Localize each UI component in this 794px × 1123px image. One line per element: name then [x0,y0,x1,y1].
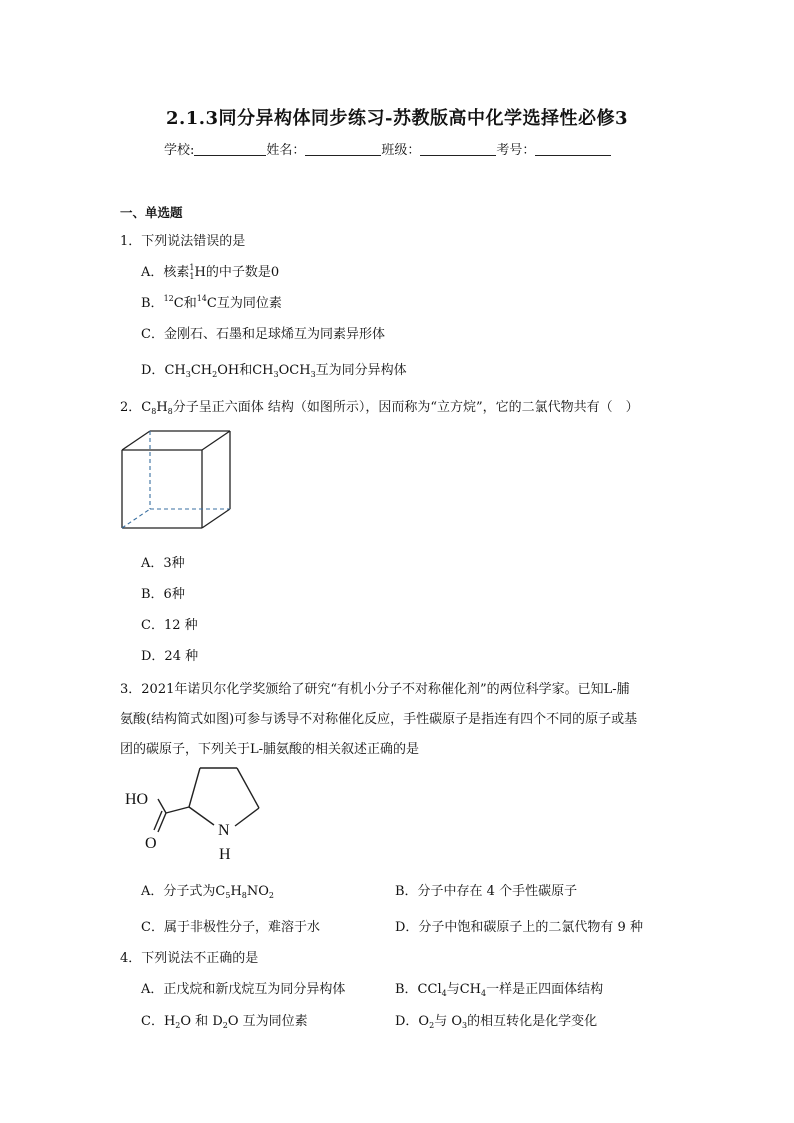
ether-part: OCH [278,363,311,378]
hydroxyl-label: HO [125,791,149,808]
q4-option-b [395,978,603,998]
q4-c-prefix: C．H [141,1014,176,1029]
subscript: 8 [151,407,157,416]
q1-stem: 1．下列说法错误的是 [120,234,246,249]
subscript: 2 [222,1021,228,1030]
exam-no-blank [535,142,611,156]
cube-edge [202,431,230,450]
q4-b-prefix: B．CCl [395,982,442,997]
q3-option-d: D．分子中饱和碳原子上的二氯代物有 9 种 [395,920,643,935]
exam-no-label: 考号： [496,143,536,158]
subscript: 3 [273,370,279,379]
q4-d-middle: 与 O [434,1014,462,1029]
q3-option-b: B．分子中存在 4 个手性碳原子 [395,884,578,899]
q1-a-suffix: 的中子数是0 [205,265,280,280]
subscript: 5 [225,891,231,900]
q2-stem [120,396,639,416]
c-c-bond [166,807,189,813]
q2-prefix: 2．C [120,400,152,415]
oxygen-label: O [145,835,157,852]
q1-option-a [141,261,279,281]
ether-part: CH [252,363,274,378]
mass-number: 1 [189,263,195,272]
section-heading: 一、单选题 [120,205,183,220]
q1-option-b [141,292,282,311]
element-symbol: H [194,265,206,280]
c-oh-bond [158,799,166,813]
q2-option-c: C．12 种 [141,618,198,633]
q4-b-suffix: 一样是正四面体结构 [486,982,604,997]
hydrogen-symbol: H [156,400,168,415]
q4-option-d [395,1010,597,1030]
q1-a-prefix: A．核素 [141,265,190,280]
conjunction: 和 [239,363,253,378]
student-info-line [164,139,611,158]
q3-option-c: C．属于非极性分子，难溶于水 [141,920,320,935]
formula-part: C [215,884,226,899]
q4-option-c [141,1010,308,1030]
ring-bond [237,768,259,808]
class-label: 班级： [381,143,421,158]
subscript: 4 [481,989,487,998]
page-title: 2.1.3同分异构体同步练习-苏教版高中化学选择性必修3 [165,108,629,129]
cube-edge [202,509,230,528]
subscript: 2 [268,891,275,900]
q4-d-suffix: 的相互转化是化学变化 [467,1014,598,1029]
q4-option-a: A．正戊烷和新戊烷互为同分异构体 [141,982,346,997]
q4-c-suffix: O 互为同位素 [227,1014,308,1029]
mass-number-12: 12 [163,294,174,303]
subscript: 2 [429,1021,435,1030]
q1-option-c: C．金刚石、石墨和足球烯互为同素异形体 [141,327,385,342]
name-blank [305,142,381,156]
q1-d-prefix: D． [141,363,165,378]
q2-option-a: A．3种 [141,556,185,571]
ring-bond [189,768,200,807]
school-label: 学校: [164,143,195,158]
q2-option-b: B．6种 [141,587,185,602]
cubane-cube-figure [118,428,234,534]
atomic-number: 1 [189,272,195,281]
q1-option-d [141,359,407,379]
subscript: 3 [310,370,316,379]
nitrogen-label: N [218,822,230,839]
subscript: 4 [441,989,447,998]
q1-b-prefix: B． [141,296,164,311]
q2-stem-text: 分子呈正六面体 结构（如图所示），因而称为“立方烷”，它的二氯代物共有（ ） [172,400,639,415]
carbon-12-text: C和 [173,296,197,311]
subscript: 2 [175,1021,181,1030]
q4-b-middle: 与CH [446,982,481,997]
q3-option-a [141,880,274,900]
ring-bond [189,807,214,825]
carbon-14-text: C互为同位素 [206,296,282,311]
subscript: 3 [185,370,191,379]
subscript: 2 [212,370,218,379]
school-blank [194,142,266,156]
q3-a-prefix: A．分子式为 [141,884,216,899]
ring-bond [235,808,259,826]
q1-d-suffix: 互为同分异构体 [315,363,407,378]
subscript: 8 [167,407,173,416]
class-blank [420,142,496,156]
q3-stem-line3: 团的碳原子，下列关于L-脯氨酸的相关叙述正确的是 [120,742,420,757]
subscript: 3 [461,1021,468,1030]
subscript: 8 [241,891,247,900]
q4-stem: 4．下列说法不正确的是 [120,951,259,966]
cube-edge [122,431,150,450]
nh-hydrogen-label: H [219,846,231,863]
cube-hidden-edge [122,509,150,528]
q4-c-middle: O 和 D [180,1014,223,1029]
mass-number-14: 14 [196,294,207,303]
q2-option-d: D．24 种 [141,649,199,664]
q3-stem-line2: 氨酸(结构简式如图)可参与诱导不对称催化反应，手性碳原子是指连有四个不同的原子或基 [120,712,638,727]
proline-structure-figure [118,760,278,864]
name-label: 姓名： [266,143,306,158]
ethanol-part: OH [217,363,240,378]
q4-d-prefix: D．O [395,1014,430,1029]
formula-part: H [230,884,242,899]
formula-part: NO [246,884,269,899]
ethanol-part: CH [190,363,213,378]
q3-stem-line1: 3．2021年诺贝尔化学奖颁给了研究“有机小分子不对称催化剂”的两位科学家。已知L-脯 [120,682,630,697]
ethanol-part: CH [164,363,186,378]
